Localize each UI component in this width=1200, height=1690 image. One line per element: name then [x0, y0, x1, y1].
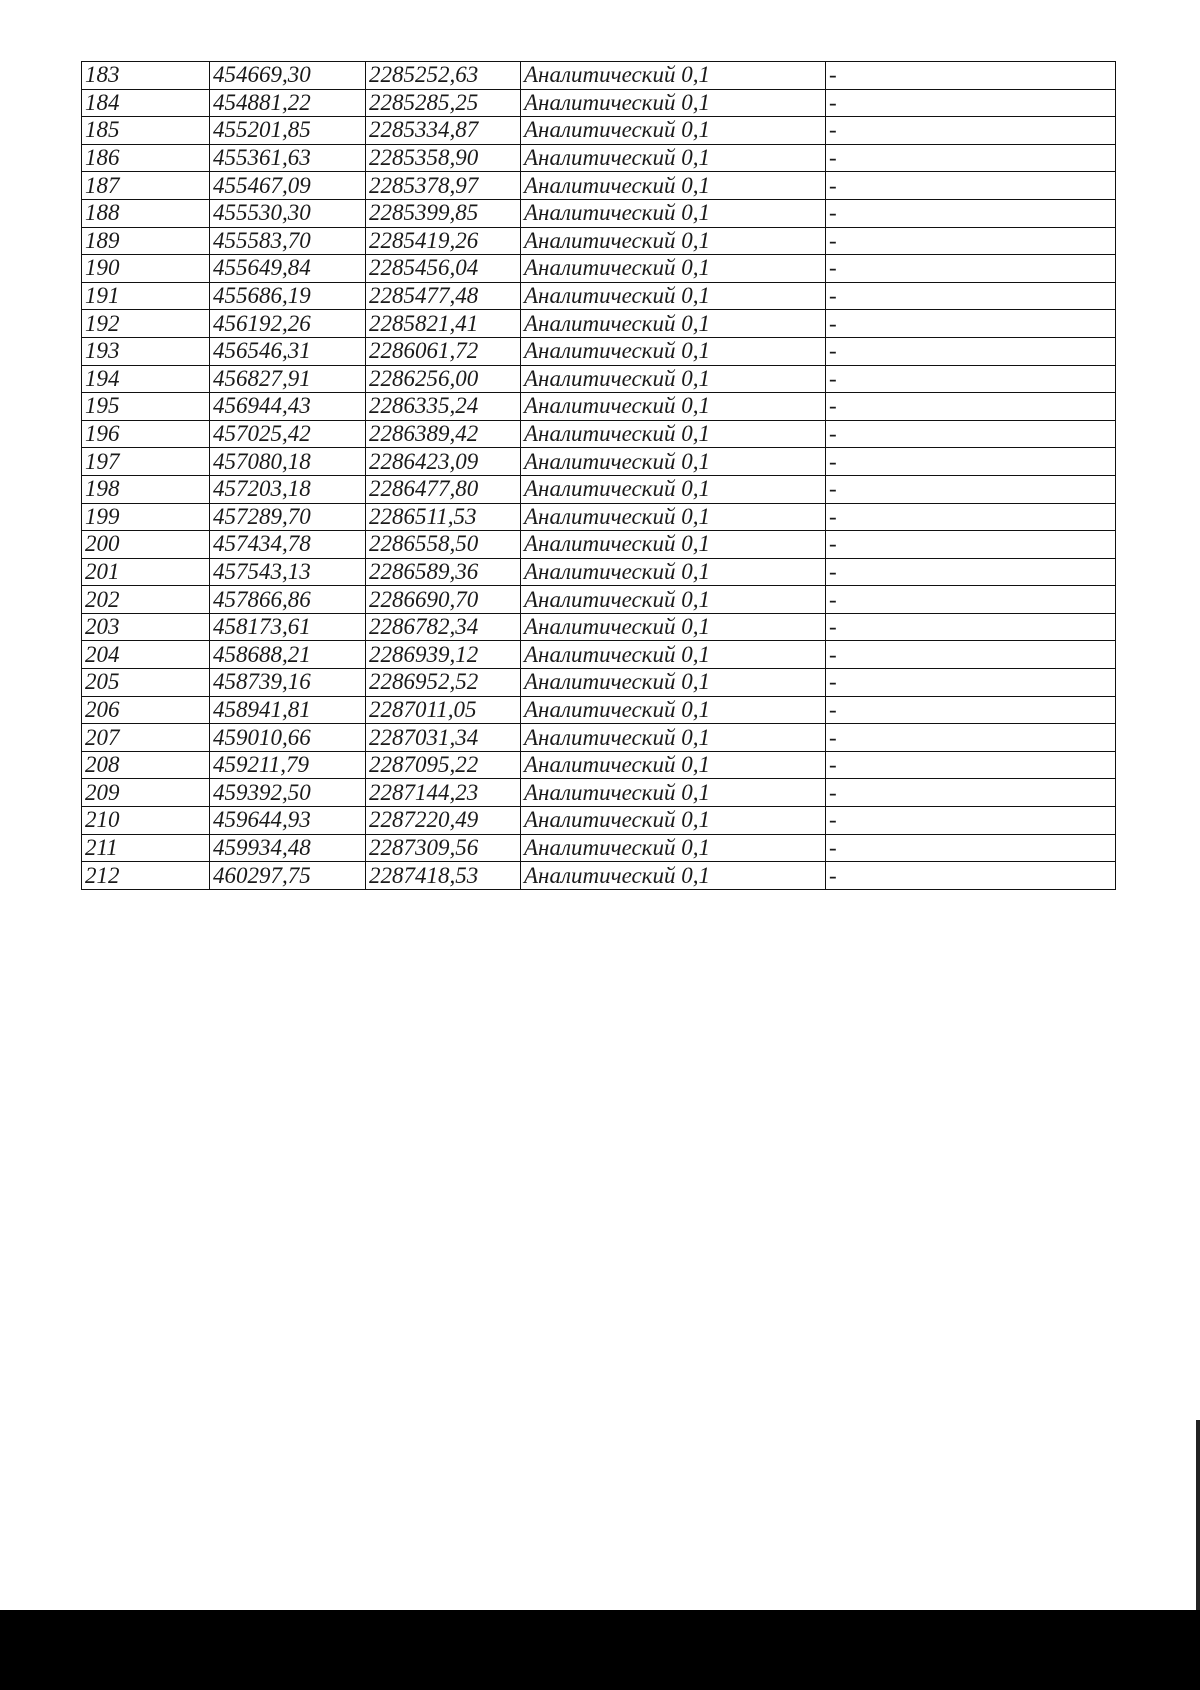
- x-coordinate-cell: 457434,78: [210, 531, 366, 559]
- note-cell: -: [826, 89, 1116, 117]
- x-coordinate-cell: 458688,21: [210, 641, 366, 669]
- note-cell: -: [826, 862, 1116, 890]
- note-cell: -: [826, 337, 1116, 365]
- method-cell: Аналитический 0,1: [521, 807, 826, 835]
- table-row: [82, 834, 1116, 862]
- y-coordinate-cell: 2285334,87: [366, 117, 521, 145]
- table-row: [82, 862, 1116, 890]
- table-row: [82, 613, 1116, 641]
- x-coordinate-cell: 456827,91: [210, 365, 366, 393]
- y-coordinate-cell: 2287220,49: [366, 807, 521, 835]
- method-cell: Аналитический 0,1: [521, 724, 826, 752]
- point-number-cell: 206: [82, 696, 210, 724]
- point-number-cell: 207: [82, 724, 210, 752]
- y-coordinate-cell: 2286389,42: [366, 420, 521, 448]
- table-row: [82, 531, 1116, 559]
- method-cell: Аналитический 0,1: [521, 503, 826, 531]
- point-number-cell: 189: [82, 227, 210, 255]
- y-coordinate-cell: 2285419,26: [366, 227, 521, 255]
- y-coordinate-cell: 2286690,70: [366, 586, 521, 614]
- point-number-cell: 209: [82, 779, 210, 807]
- note-cell: -: [826, 475, 1116, 503]
- table-row: [82, 227, 1116, 255]
- table-row: [82, 282, 1116, 310]
- table-row: [82, 337, 1116, 365]
- point-number-cell: 184: [82, 89, 210, 117]
- method-cell: Аналитический 0,1: [521, 448, 826, 476]
- table-row: [82, 420, 1116, 448]
- x-coordinate-cell: 455583,70: [210, 227, 366, 255]
- x-coordinate-cell: 455467,09: [210, 172, 366, 200]
- table-row: [82, 199, 1116, 227]
- x-coordinate-cell: 454881,22: [210, 89, 366, 117]
- method-cell: Аналитический 0,1: [521, 282, 826, 310]
- y-coordinate-cell: 2285456,04: [366, 255, 521, 283]
- note-cell: -: [826, 751, 1116, 779]
- y-coordinate-cell: 2286939,12: [366, 641, 521, 669]
- note-cell: -: [826, 255, 1116, 283]
- table-row: [82, 62, 1116, 90]
- coordinates-table: [81, 61, 1116, 890]
- x-coordinate-cell: 456192,26: [210, 310, 366, 338]
- x-coordinate-cell: 457289,70: [210, 503, 366, 531]
- point-number-cell: 205: [82, 669, 210, 697]
- y-coordinate-cell: 2285358,90: [366, 144, 521, 172]
- point-number-cell: 201: [82, 558, 210, 586]
- point-number-cell: 196: [82, 420, 210, 448]
- point-number-cell: 185: [82, 117, 210, 145]
- note-cell: -: [826, 420, 1116, 448]
- method-cell: Аналитический 0,1: [521, 420, 826, 448]
- table-row: [82, 172, 1116, 200]
- note-cell: -: [826, 531, 1116, 559]
- table-row: [82, 696, 1116, 724]
- point-number-cell: 198: [82, 475, 210, 503]
- y-coordinate-cell: 2285399,85: [366, 199, 521, 227]
- x-coordinate-cell: 455361,63: [210, 144, 366, 172]
- y-coordinate-cell: 2287011,05: [366, 696, 521, 724]
- point-number-cell: 202: [82, 586, 210, 614]
- note-cell: -: [826, 779, 1116, 807]
- method-cell: Аналитический 0,1: [521, 172, 826, 200]
- y-coordinate-cell: 2285285,25: [366, 89, 521, 117]
- point-number-cell: 200: [82, 531, 210, 559]
- table-row: [82, 641, 1116, 669]
- x-coordinate-cell: 457025,42: [210, 420, 366, 448]
- table-row: [82, 586, 1116, 614]
- table-row: [82, 724, 1116, 752]
- note-cell: -: [826, 62, 1116, 90]
- x-coordinate-cell: 459010,66: [210, 724, 366, 752]
- table-row: [82, 310, 1116, 338]
- x-coordinate-cell: 455530,30: [210, 199, 366, 227]
- y-coordinate-cell: 2286952,52: [366, 669, 521, 697]
- x-coordinate-cell: 457203,18: [210, 475, 366, 503]
- note-cell: -: [826, 586, 1116, 614]
- method-cell: Аналитический 0,1: [521, 89, 826, 117]
- x-coordinate-cell: 460297,75: [210, 862, 366, 890]
- x-coordinate-cell: 459644,93: [210, 807, 366, 835]
- point-number-cell: 208: [82, 751, 210, 779]
- point-number-cell: 211: [82, 834, 210, 862]
- x-coordinate-cell: 459934,48: [210, 834, 366, 862]
- point-number-cell: 191: [82, 282, 210, 310]
- method-cell: Аналитический 0,1: [521, 862, 826, 890]
- note-cell: -: [826, 310, 1116, 338]
- method-cell: Аналитический 0,1: [521, 62, 826, 90]
- y-coordinate-cell: 2286558,50: [366, 531, 521, 559]
- note-cell: -: [826, 503, 1116, 531]
- note-cell: -: [826, 724, 1116, 752]
- table-row: [82, 475, 1116, 503]
- coordinates-table-body: [82, 62, 1116, 890]
- note-cell: -: [826, 227, 1116, 255]
- method-cell: Аналитический 0,1: [521, 255, 826, 283]
- point-number-cell: 199: [82, 503, 210, 531]
- y-coordinate-cell: 2286061,72: [366, 337, 521, 365]
- y-coordinate-cell: 2286782,34: [366, 613, 521, 641]
- note-cell: -: [826, 807, 1116, 835]
- x-coordinate-cell: 456546,31: [210, 337, 366, 365]
- table-row: [82, 751, 1116, 779]
- point-number-cell: 188: [82, 199, 210, 227]
- method-cell: Аналитический 0,1: [521, 586, 826, 614]
- y-coordinate-cell: 2286335,24: [366, 393, 521, 421]
- note-cell: -: [826, 641, 1116, 669]
- method-cell: Аналитический 0,1: [521, 558, 826, 586]
- note-cell: -: [826, 144, 1116, 172]
- table-row: [82, 144, 1116, 172]
- x-coordinate-cell: 455686,19: [210, 282, 366, 310]
- x-coordinate-cell: 459211,79: [210, 751, 366, 779]
- note-cell: -: [826, 365, 1116, 393]
- method-cell: Аналитический 0,1: [521, 117, 826, 145]
- x-coordinate-cell: 455201,85: [210, 117, 366, 145]
- point-number-cell: 183: [82, 62, 210, 90]
- x-coordinate-cell: 459392,50: [210, 779, 366, 807]
- x-coordinate-cell: 457866,86: [210, 586, 366, 614]
- note-cell: -: [826, 613, 1116, 641]
- point-number-cell: 212: [82, 862, 210, 890]
- x-coordinate-cell: 458739,16: [210, 669, 366, 697]
- method-cell: Аналитический 0,1: [521, 751, 826, 779]
- y-coordinate-cell: 2285821,41: [366, 310, 521, 338]
- note-cell: -: [826, 172, 1116, 200]
- table-row: [82, 503, 1116, 531]
- method-cell: Аналитический 0,1: [521, 696, 826, 724]
- y-coordinate-cell: 2287309,56: [366, 834, 521, 862]
- y-coordinate-cell: 2287095,22: [366, 751, 521, 779]
- point-number-cell: 195: [82, 393, 210, 421]
- y-coordinate-cell: 2285378,97: [366, 172, 521, 200]
- x-coordinate-cell: 457543,13: [210, 558, 366, 586]
- x-coordinate-cell: 456944,43: [210, 393, 366, 421]
- y-coordinate-cell: 2286256,00: [366, 365, 521, 393]
- note-cell: -: [826, 393, 1116, 421]
- x-coordinate-cell: 455649,84: [210, 255, 366, 283]
- y-coordinate-cell: 2285252,63: [366, 62, 521, 90]
- y-coordinate-cell: 2287418,53: [366, 862, 521, 890]
- table-row: [82, 669, 1116, 697]
- point-number-cell: 187: [82, 172, 210, 200]
- note-cell: -: [826, 117, 1116, 145]
- table-row: [82, 365, 1116, 393]
- table-row: [82, 393, 1116, 421]
- x-coordinate-cell: 454669,30: [210, 62, 366, 90]
- method-cell: Аналитический 0,1: [521, 669, 826, 697]
- x-coordinate-cell: 458941,81: [210, 696, 366, 724]
- point-number-cell: 204: [82, 641, 210, 669]
- method-cell: Аналитический 0,1: [521, 393, 826, 421]
- table-row: [82, 779, 1116, 807]
- method-cell: Аналитический 0,1: [521, 613, 826, 641]
- method-cell: Аналитический 0,1: [521, 641, 826, 669]
- point-number-cell: 192: [82, 310, 210, 338]
- x-coordinate-cell: 457080,18: [210, 448, 366, 476]
- y-coordinate-cell: 2286423,09: [366, 448, 521, 476]
- method-cell: Аналитический 0,1: [521, 337, 826, 365]
- point-number-cell: 190: [82, 255, 210, 283]
- note-cell: -: [826, 696, 1116, 724]
- method-cell: Аналитический 0,1: [521, 199, 826, 227]
- note-cell: -: [826, 834, 1116, 862]
- table-row: [82, 117, 1116, 145]
- point-number-cell: 194: [82, 365, 210, 393]
- point-number-cell: 203: [82, 613, 210, 641]
- note-cell: -: [826, 282, 1116, 310]
- scan-bottom-band: [0, 1610, 1200, 1690]
- point-number-cell: 210: [82, 807, 210, 835]
- method-cell: Аналитический 0,1: [521, 144, 826, 172]
- method-cell: Аналитический 0,1: [521, 310, 826, 338]
- note-cell: -: [826, 448, 1116, 476]
- x-coordinate-cell: 458173,61: [210, 613, 366, 641]
- method-cell: Аналитический 0,1: [521, 834, 826, 862]
- table-row: [82, 448, 1116, 476]
- table-row: [82, 807, 1116, 835]
- table-row: [82, 89, 1116, 117]
- method-cell: Аналитический 0,1: [521, 365, 826, 393]
- y-coordinate-cell: 2285477,48: [366, 282, 521, 310]
- method-cell: Аналитический 0,1: [521, 779, 826, 807]
- point-number-cell: 186: [82, 144, 210, 172]
- scan-edge-shadow: [1196, 1420, 1200, 1610]
- y-coordinate-cell: 2286477,80: [366, 475, 521, 503]
- y-coordinate-cell: 2286589,36: [366, 558, 521, 586]
- note-cell: -: [826, 558, 1116, 586]
- note-cell: -: [826, 199, 1116, 227]
- point-number-cell: 197: [82, 448, 210, 476]
- method-cell: Аналитический 0,1: [521, 475, 826, 503]
- method-cell: Аналитический 0,1: [521, 227, 826, 255]
- table-row: [82, 558, 1116, 586]
- method-cell: Аналитический 0,1: [521, 531, 826, 559]
- y-coordinate-cell: 2286511,53: [366, 503, 521, 531]
- note-cell: -: [826, 669, 1116, 697]
- point-number-cell: 193: [82, 337, 210, 365]
- table-row: [82, 255, 1116, 283]
- y-coordinate-cell: 2287144,23: [366, 779, 521, 807]
- y-coordinate-cell: 2287031,34: [366, 724, 521, 752]
